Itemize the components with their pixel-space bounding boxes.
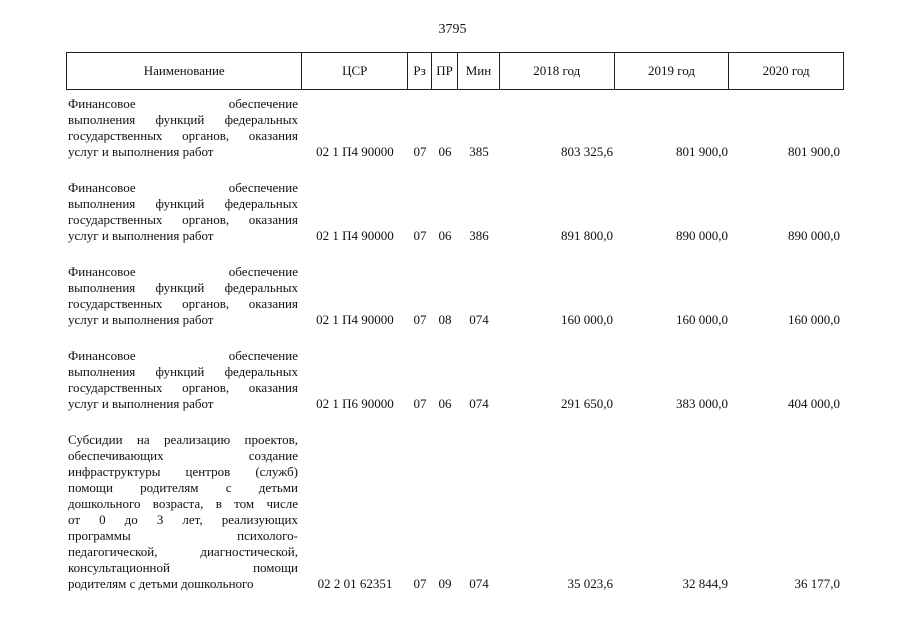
row-name-line: Финансовое обеспечение: [68, 180, 298, 195]
table-row: [66, 96, 846, 160]
row-pr: 06: [438, 396, 452, 411]
row-min: 386: [469, 228, 489, 243]
row-csr: 02 1 П4 90000: [316, 312, 394, 327]
row-2020: 890 000,0: [788, 228, 840, 243]
row-csr: 02 2 01 62351: [317, 576, 393, 591]
row-name-line: обеспечивающих создание: [68, 448, 298, 463]
row-name-line: дошкольного возраста, в том числе: [68, 496, 298, 511]
row-2018: 160 000,0: [561, 312, 613, 327]
row-name: [66, 432, 302, 592]
row-min: 385: [469, 144, 489, 159]
header-2020: 2020 год: [762, 63, 810, 78]
row-csr: 02 1 П4 90000: [316, 144, 394, 159]
row-2019: 890 000,0: [676, 228, 728, 243]
row-name-line: государственных органов, оказания: [68, 296, 298, 311]
row-name-line: родителям с детьми дошкольного: [68, 576, 254, 591]
row-min: 074: [469, 312, 489, 327]
row-name-line: Финансовое обеспечение: [68, 96, 298, 111]
row-2018: 803 325,6: [561, 144, 613, 159]
header-rz: Рз: [408, 53, 432, 89]
row-name: [66, 264, 302, 328]
row-pr: 06: [438, 228, 452, 243]
row-name-line: выполнения функций федеральных: [68, 364, 298, 379]
row-name-line: выполнения функций федеральных: [68, 196, 298, 211]
row-2019: 383 000,0: [676, 396, 728, 411]
row-name-line: государственных органов, оказания: [68, 380, 298, 395]
row-csr: 02 1 П6 90000: [316, 396, 394, 411]
row-2019: 160 000,0: [676, 312, 728, 327]
row-name-line: Субсидии на реализацию проектов,: [68, 432, 298, 447]
row-2020: 160 000,0: [788, 312, 840, 327]
header-name: Наименование: [67, 53, 302, 89]
row-name: [66, 348, 302, 412]
row-2020: 404 000,0: [788, 396, 840, 411]
row-name-line: инфраструктуры центров (служб): [68, 464, 298, 479]
table-row: [66, 180, 846, 244]
header-2019: 2019 год: [615, 53, 730, 89]
row-2019: 801 900,0: [676, 144, 728, 159]
row-pr: 08: [438, 312, 452, 327]
row-min: 074: [469, 396, 489, 411]
row-rz: 07: [413, 576, 427, 591]
row-2020: 801 900,0: [788, 144, 840, 159]
row-name-line: педагогической, диагностической,: [68, 544, 298, 559]
header-2018: 2018 год: [500, 53, 615, 89]
row-name-line: выполнения функций федеральных: [68, 280, 298, 295]
row-2018: 891 800,0: [561, 228, 613, 243]
row-name-line: помощи родителям с детьми: [68, 480, 298, 495]
row-name-line: услуг и выполнения работ: [68, 144, 214, 159]
row-name-line: Финансовое обеспечение: [68, 264, 298, 279]
row-pr: 06: [438, 144, 452, 159]
table-row: [66, 264, 846, 328]
row-2018: 291 650,0: [561, 396, 613, 411]
row-2020: 36 177,0: [794, 576, 840, 591]
row-name-line: услуг и выполнения работ: [68, 312, 214, 327]
row-pr: 09: [438, 576, 452, 591]
row-csr: 02 1 П4 90000: [316, 228, 394, 243]
row-rz: 07: [413, 396, 427, 411]
row-rz: 07: [413, 228, 427, 243]
row-name: [66, 96, 302, 160]
table-row: [66, 432, 846, 592]
row-name-line: услуг и выполнения работ: [68, 228, 214, 243]
row-2018: 35 023,6: [567, 576, 613, 591]
row-name: [66, 180, 302, 244]
row-2019: 32 844,9: [682, 576, 728, 591]
row-name-line: государственных органов, оказания: [68, 212, 298, 227]
table-row: [66, 348, 846, 412]
header-csr: ЦСР: [302, 53, 408, 89]
row-rz: 07: [413, 312, 427, 327]
row-name-line: консультационной помощи: [68, 560, 298, 575]
page-number: 3795: [438, 22, 467, 37]
row-name-line: от 0 до 3 лет, реализующих: [68, 512, 298, 527]
row-min: 074: [469, 576, 489, 591]
row-rz: 07: [413, 144, 427, 159]
row-name-line: Финансовое обеспечение: [68, 348, 298, 363]
row-name-line: выполнения функций федеральных: [68, 112, 298, 127]
header-min: Мин: [458, 53, 500, 89]
row-name-line: услуг и выполнения работ: [68, 396, 214, 411]
table-header: [66, 52, 844, 90]
header-pr: ПР: [432, 53, 458, 89]
row-name-line: государственных органов, оказания: [68, 128, 298, 143]
row-name-line: программы психолого-: [68, 528, 298, 543]
table-body: [66, 96, 846, 612]
